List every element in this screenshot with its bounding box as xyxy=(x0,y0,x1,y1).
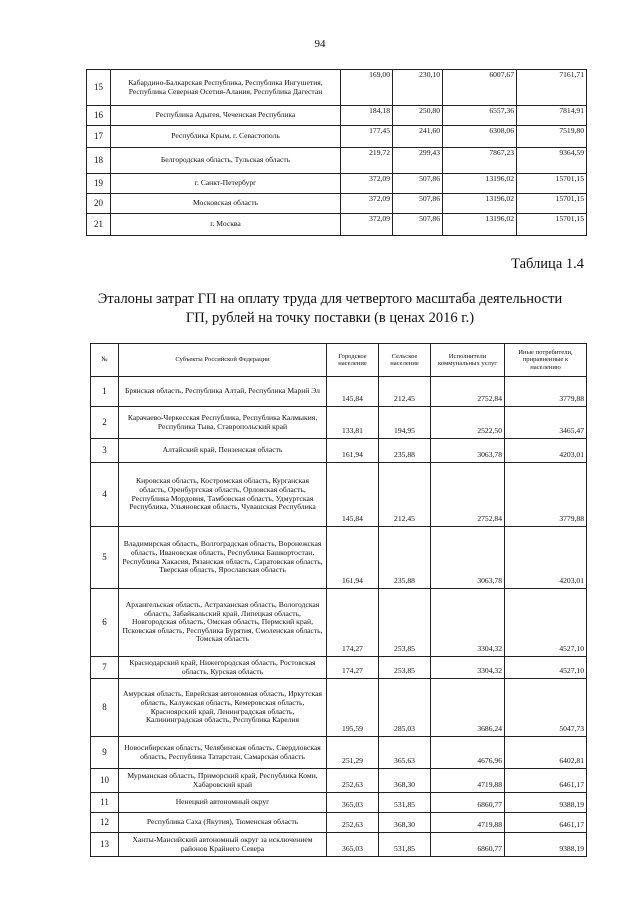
row-number: 18 xyxy=(87,148,111,174)
table-row xyxy=(87,106,587,126)
row-urban-value: 145,84 xyxy=(327,463,379,527)
row-rural-value: 531,85 xyxy=(379,833,431,857)
table-row xyxy=(91,527,587,589)
row-number: 2 xyxy=(91,407,119,439)
row-urban-value: 365,03 xyxy=(327,793,379,813)
row-subject: Карачаево-Черкесская Республика, Республика Калмыкия, Республика Тыва, Ставропольский край xyxy=(119,407,327,439)
page-number: 94 xyxy=(314,38,326,50)
row-subject: Амурская область, Еврейская автономная область, Иркутская область, Калужская область, Кемеровская область, Красноярский край, Ленинградская область, Калининградская область, Республика Карелия xyxy=(119,679,327,737)
row-number: 1 xyxy=(91,377,119,407)
row-subject: Брянская область, Республика Алтай, Республика Марий Эл xyxy=(119,377,327,407)
row-other-value: 3779,88 xyxy=(505,377,587,407)
continuation-table xyxy=(86,69,587,236)
table-row xyxy=(91,769,587,793)
row-rural-value: 212,45 xyxy=(379,463,431,527)
row-rural-value: 230,10 xyxy=(393,70,443,106)
row-utilities-value: 6860,77 xyxy=(431,793,505,813)
row-number: 20 xyxy=(87,194,111,214)
table-heading xyxy=(70,290,590,328)
table-row xyxy=(87,70,587,106)
row-rural-value: 368,30 xyxy=(379,769,431,793)
row-urban-value: 145,84 xyxy=(327,377,379,407)
row-number: 15 xyxy=(87,70,111,106)
row-urban-value: 252,63 xyxy=(327,769,379,793)
row-rural-value: 368,30 xyxy=(379,813,431,833)
row-utilities-value: 2752,84 xyxy=(431,463,505,527)
row-utilities-value: 3304,32 xyxy=(431,589,505,657)
row-subject: Белгородская область, Тульская область xyxy=(111,148,341,174)
row-number: 12 xyxy=(91,813,119,833)
row-subject: Московская область xyxy=(111,194,341,214)
row-number: 17 xyxy=(87,126,111,148)
row-subject: Краснодарский край, Нижегородская область, Ростовская область, Курская область xyxy=(119,657,327,679)
row-subject: Республика Саха (Якутия), Тюменская область xyxy=(119,813,327,833)
row-urban-value: 169,00 xyxy=(341,70,393,106)
row-utilities-value: 4719,88 xyxy=(431,769,505,793)
row-rural-value: 285,03 xyxy=(379,679,431,737)
row-urban-value: 372,09 xyxy=(341,194,393,214)
table-row xyxy=(91,657,587,679)
row-utilities-value: 2522,50 xyxy=(431,407,505,439)
row-rural-value: 194,95 xyxy=(379,407,431,439)
row-utilities-value: 6557,36 xyxy=(443,106,517,126)
row-number: 11 xyxy=(91,793,119,813)
row-other-value: 9364,59 xyxy=(517,148,587,174)
row-other-value: 7814,91 xyxy=(517,106,587,126)
row-number: 10 xyxy=(91,769,119,793)
row-other-value: 6402,81 xyxy=(505,737,587,769)
table-caption: Таблица 1.4 xyxy=(511,256,584,272)
header-urban: Городское население xyxy=(327,344,379,377)
row-rural-value: 507,86 xyxy=(393,174,443,194)
row-rural-value: 253,85 xyxy=(379,589,431,657)
row-other-value: 15701,15 xyxy=(517,194,587,214)
row-other-value: 6461,17 xyxy=(505,769,587,793)
row-subject: Кировская область, Костромская область, Курганская область, Оренбургская область, Орловская область, Республика Мордовия, Тамбовская область, Удмуртская Республика, Ульяновская область, Чувашская Республика xyxy=(119,463,327,527)
row-subject: Мурманская область, Приморский край, Республика Коми, Хабаровский край xyxy=(119,769,327,793)
row-other-value: 6461,17 xyxy=(505,813,587,833)
row-number: 4 xyxy=(91,463,119,527)
row-rural-value: 253,85 xyxy=(379,657,431,679)
table-row xyxy=(87,148,587,174)
row-urban-value: 177,45 xyxy=(341,126,393,148)
row-rural-value: 531,85 xyxy=(379,793,431,813)
row-utilities-value: 13196,02 xyxy=(443,214,517,236)
row-other-value: 7161,71 xyxy=(517,70,587,106)
row-number: 5 xyxy=(91,527,119,589)
row-rural-value: 235,88 xyxy=(379,439,431,463)
row-urban-value: 195,59 xyxy=(327,679,379,737)
row-number: 21 xyxy=(87,214,111,236)
row-subject: Новосибирская область, Челябинская область, Свердловская область, Республика Татарстан, Самарская область xyxy=(119,737,327,769)
table-row xyxy=(91,737,587,769)
row-other-value: 15701,15 xyxy=(517,174,587,194)
row-urban-value: 219,72 xyxy=(341,148,393,174)
row-urban-value: 174,27 xyxy=(327,589,379,657)
row-number: 9 xyxy=(91,737,119,769)
table-row xyxy=(91,813,587,833)
row-rural-value: 365,63 xyxy=(379,737,431,769)
table-row xyxy=(87,194,587,214)
row-subject: Кабардино-Балкарская Республика, Республика Ингушетия, Республика Северная Осетия-Алания, Республика Дагестан xyxy=(111,70,341,106)
row-rural-value: 507,86 xyxy=(393,214,443,236)
row-utilities-value: 4719,88 xyxy=(431,813,505,833)
row-urban-value: 251,29 xyxy=(327,737,379,769)
row-utilities-value: 6308,06 xyxy=(443,126,517,148)
row-utilities-value: 2752,84 xyxy=(431,377,505,407)
table-row xyxy=(91,463,587,527)
table-row xyxy=(91,833,587,857)
table-row xyxy=(91,679,587,737)
header-row xyxy=(91,344,587,377)
row-subject: г. Санкт-Петербург xyxy=(111,174,341,194)
table-row xyxy=(87,174,587,194)
row-urban-value: 174,27 xyxy=(327,657,379,679)
row-subject: Ханты-Мансийский автономный округ за исключением районов Крайнего Севера xyxy=(119,833,327,857)
header-other: Иные потребители, приравненные к населению xyxy=(505,344,587,377)
row-urban-value: 372,09 xyxy=(341,174,393,194)
header-number: № xyxy=(91,344,119,377)
row-urban-value: 184,18 xyxy=(341,106,393,126)
row-utilities-value: 3063,78 xyxy=(431,527,505,589)
row-number: 19 xyxy=(87,174,111,194)
row-rural-value: 299,43 xyxy=(393,148,443,174)
row-other-value: 4527,10 xyxy=(505,589,587,657)
table-row xyxy=(91,793,587,813)
row-subject: Республика Крым, г. Севастополь xyxy=(111,126,341,148)
row-utilities-value: 3304,32 xyxy=(431,657,505,679)
row-other-value: 4203,01 xyxy=(505,439,587,463)
row-urban-value: 252,63 xyxy=(327,813,379,833)
row-urban-value: 365,03 xyxy=(327,833,379,857)
row-utilities-value: 6007,67 xyxy=(443,70,517,106)
row-utilities-value: 3063,78 xyxy=(431,439,505,463)
table-row xyxy=(87,126,587,148)
row-subject: Ненецкий автономный округ xyxy=(119,793,327,813)
row-utilities-value: 13196,02 xyxy=(443,194,517,214)
table-row xyxy=(91,377,587,407)
row-utilities-value: 3686,24 xyxy=(431,679,505,737)
row-number: 7 xyxy=(91,657,119,679)
row-rural-value: 241,60 xyxy=(393,126,443,148)
row-urban-value: 133,81 xyxy=(327,407,379,439)
row-other-value: 4527,10 xyxy=(505,657,587,679)
row-other-value: 7519,80 xyxy=(517,126,587,148)
row-other-value: 4203,01 xyxy=(505,527,587,589)
row-utilities-value: 13196,02 xyxy=(443,174,517,194)
row-other-value: 3465,47 xyxy=(505,407,587,439)
row-number: 6 xyxy=(91,589,119,657)
row-subject: Владимирская область, Волгоградская область, Воронежская область, Ивановская область, Республика Башкортостан, Республика Хакасия, Рязанская область, Саратовская область, Тверская область, Ярославская область xyxy=(119,527,327,589)
heading-line-2: ГП, рублей на точку поставки (в ценах 2016 г.) xyxy=(185,309,475,326)
row-utilities-value: 6860,77 xyxy=(431,833,505,857)
row-rural-value: 235,88 xyxy=(379,527,431,589)
row-urban-value: 161,94 xyxy=(327,439,379,463)
row-other-value: 15701,15 xyxy=(517,214,587,236)
row-urban-value: 161,94 xyxy=(327,527,379,589)
main-table xyxy=(90,343,587,857)
row-number: 13 xyxy=(91,833,119,857)
row-utilities-value: 4676,96 xyxy=(431,737,505,769)
table-row xyxy=(91,589,587,657)
row-urban-value: 372,09 xyxy=(341,214,393,236)
row-rural-value: 507,86 xyxy=(393,194,443,214)
row-other-value: 5047,73 xyxy=(505,679,587,737)
table-row xyxy=(87,214,587,236)
row-subject: Республика Адыгея, Чеченская Республика xyxy=(111,106,341,126)
row-subject: Алтайский край, Пензенская область xyxy=(119,439,327,463)
table-row xyxy=(91,439,587,463)
heading-line-1: Эталоны затрат ГП на оплату труда для четвертого масштаба деятельности xyxy=(97,291,563,307)
row-subject: г. Москва xyxy=(111,214,341,236)
row-number: 8 xyxy=(91,679,119,737)
row-other-value: 9388,19 xyxy=(505,793,587,813)
header-utilities: Исполнители коммунальных услуг xyxy=(431,344,505,377)
header-subject: Субъекты Российской Федерации xyxy=(119,344,327,377)
header-rural: Сельское население xyxy=(379,344,431,377)
row-subject: Архангельская область, Астраханская область, Вологодская область, Забайкальский край, Липецкая область, Новгородская область, Омская область, Пермский край, Псковская область, Республика Бурятия, Смоленская область, Томская область xyxy=(119,589,327,657)
row-other-value: 9388,19 xyxy=(505,833,587,857)
table-row xyxy=(91,407,587,439)
row-number: 3 xyxy=(91,439,119,463)
row-rural-value: 212,45 xyxy=(379,377,431,407)
row-rural-value: 250,80 xyxy=(393,106,443,126)
row-utilities-value: 7867,23 xyxy=(443,148,517,174)
row-other-value: 3779,88 xyxy=(505,463,587,527)
row-number: 16 xyxy=(87,106,111,126)
